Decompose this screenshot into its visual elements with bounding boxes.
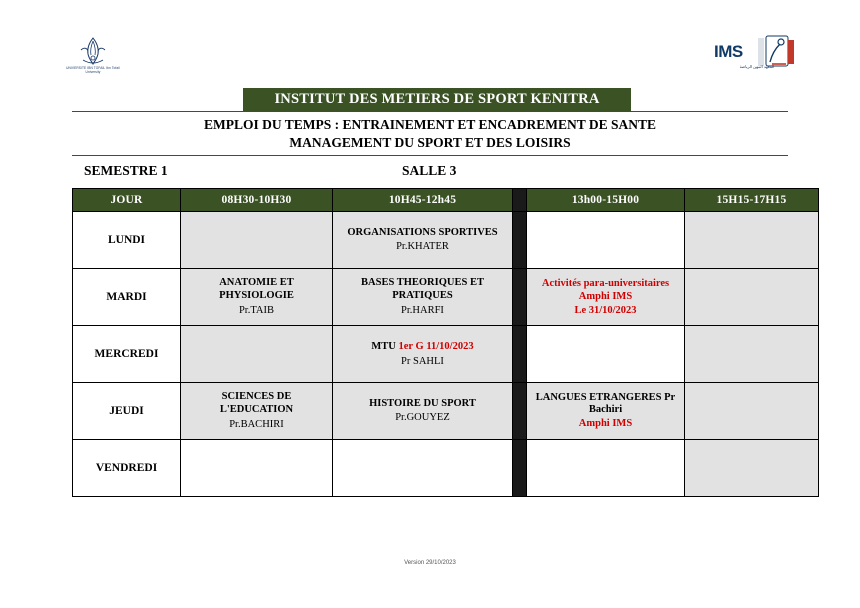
day-cell-vendredi: VENDREDI [73,440,181,497]
course-name: HISTOIRE DU SPORT [369,397,476,409]
event-location: Amphi IMS [578,418,633,430]
cell-mardi-slot3[interactable] [527,269,685,326]
separator-cell [513,326,527,383]
column-header-separator: . [513,189,527,212]
table-row [73,383,819,440]
day-cell-jeudi: JEUDI [73,383,181,440]
cell-lundi-slot4[interactable] [685,212,819,269]
day-cell-mardi: MARDI [73,269,181,326]
cell-jeudi-slot3[interactable] [527,383,685,440]
teacher-name: Pr.KHATER [396,241,449,253]
table-row [73,440,819,497]
teacher-name: Pr.TAIB [238,304,275,316]
course-name: ORGANISATIONS SPORTIVES [347,226,498,238]
course-name: SCIENCES DE L'EDUCATION [219,391,294,415]
column-header-slot3: 13h00-15H00 [527,189,685,212]
subtitle-line-2: MANAGEMENT DU SPORT ET DES LOISIRS [289,135,571,151]
cell-jeudi-slot4[interactable] [685,383,819,440]
title-divider-top [72,111,788,112]
cell-mardi-slot2[interactable] [333,269,513,326]
teacher-name: Pr.BACHIRI [229,418,284,430]
cell-lundi-slot3[interactable] [527,212,685,269]
mtu-line [338,340,507,353]
ims-logo-subtext: المعهد المهن الرياضة [739,64,775,69]
timetable [72,188,819,497]
table-row [73,269,819,326]
column-header-slot4: 15H15-17H15 [685,189,819,212]
event-title: Activités para-universitaires [541,278,670,290]
cell-mardi-slot1[interactable] [181,269,333,326]
course-name: LANGUES ETRANGERES Pr Bachiri [535,391,676,416]
mtu-group: 1er G [398,341,424,353]
cell-mercredi-slot4[interactable] [685,326,819,383]
ibn-tofail-university-logo [62,36,124,76]
column-header-slot1: 08H30-10H30 [181,189,333,212]
cell-jeudi-slot1[interactable] [181,383,333,440]
event-location: Amphi IMS [578,291,633,303]
ims-logo-text: IMS [714,42,743,61]
table-row [73,212,819,269]
version-footer: Version 29/10/2023 [404,560,456,566]
subtitle-line-1: EMPLOI DU TEMPS : ENTRAINEMENT ET ENCADREMENT DE SANTE [203,117,657,132]
semester-room-row [72,163,788,183]
cell-mercredi-slot1[interactable] [181,326,333,383]
institute-title: INSTITUT DES METIERS DE SPORT KENITRA [243,88,631,111]
table-row [73,326,819,383]
separator-cell [513,383,527,440]
cell-vendredi-slot3[interactable] [527,440,685,497]
ims-logo [714,34,800,80]
course-name: ANATOMIE ET PHYSIOLOGIE [219,277,294,301]
mtu-label: MTU [371,341,396,353]
cell-lundi-slot2[interactable] [333,212,513,269]
university-crest-icon [67,36,119,66]
timetable-subtitle [72,116,788,152]
cell-lundi-slot1[interactable] [181,212,333,269]
day-cell-mercredi: MERCREDI [73,326,181,383]
separator-cell [513,440,527,497]
cell-mercredi-slot3[interactable] [527,326,685,383]
cell-vendredi-slot1[interactable] [181,440,333,497]
teacher-name: Pr.GOUYEZ [395,412,450,424]
separator-cell [513,212,527,269]
mtu-date: 11/10/2023 [426,341,474,353]
cell-mardi-slot4[interactable] [685,269,819,326]
timetable-header-row [73,189,819,212]
teacher-name: Pr SAHLI [401,355,444,367]
university-logo-caption: UNIVERSITE IBN TOFAIL Ibn Tofail University [66,66,120,74]
column-header-day: JOUR [73,189,181,212]
room-label: SALLE 3 [402,163,457,178]
day-cell-lundi: LUNDI [73,212,181,269]
title-divider-bottom [72,155,788,156]
cell-vendredi-slot2[interactable] [333,440,513,497]
cell-vendredi-slot4[interactable] [685,440,819,497]
cell-jeudi-slot2[interactable] [333,383,513,440]
teacher-name: Pr.HARFI [401,304,444,316]
separator-cell [513,269,527,326]
cell-mercredi-slot2[interactable] [333,326,513,383]
event-date: Le 31/10/2023 [574,304,637,316]
course-name: BASES THEORIQUES ET PRATIQUES [361,277,484,301]
column-header-slot2: 10H45-12h45 [333,189,513,212]
semester-label: SEMESTRE 1 [84,163,168,178]
